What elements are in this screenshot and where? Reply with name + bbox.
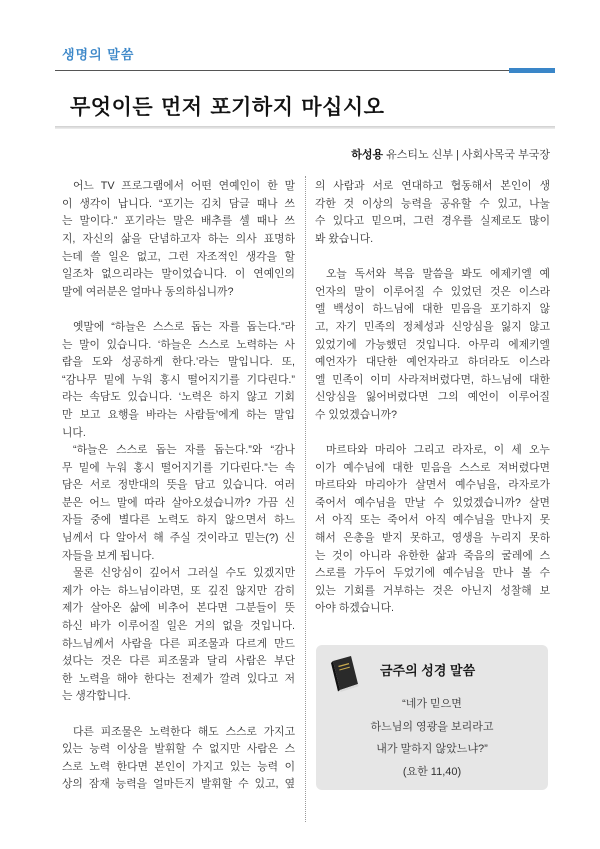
verse-reference: (요한 11,40)	[402, 765, 462, 778]
text-line: 무 밑에 누워 홍시 떨어지기를 기다린다.”는 속	[62, 461, 295, 474]
text-line: 언자의 말이 이루어질 수 있었던 것은 이스라	[315, 285, 550, 298]
text-line: 는 생각합니다.	[62, 690, 131, 703]
text-line: 만 보고 요행을 바라는 사람들’에게 하는 말입	[62, 408, 295, 421]
text-line: 엘 백성이 하느님에 대한 믿음을 포기하지 않	[315, 303, 550, 316]
paragraph	[62, 565, 295, 706]
verse-line: 내가 말하지 않았느냐?”	[376, 743, 488, 756]
text-line: 스로를 가두어 두었기에 예수님을 만나 볼 수	[315, 567, 550, 580]
text-line: 엘 민족이 이미 사라져버렸다면, 하느님에 대한	[315, 373, 550, 386]
text-line: 라는 속담도 있습니다. ‘노력은 하지 않고 기회	[62, 391, 295, 404]
weekly-verse-box	[316, 645, 548, 790]
author-role: 유스티노 신부 | 사회사목국 부국장	[386, 149, 550, 161]
text-line: 람을 도와 성공하게 한다.’라는 말입니다. 또,	[62, 356, 295, 369]
text-line: 제가 아는 하느님이라면, 또 깊진 않지만 감히	[62, 584, 295, 597]
text-line: 분은 어느 말에 따라 살아오셨습니까? 가끔 신	[62, 496, 295, 509]
text-line: 제가 살아온 삶에 비추어 본다면 그분들이 뜻	[62, 602, 295, 615]
text-line: 스로 노력 한다면 본인이 가지고 있는 능력 이	[62, 760, 295, 773]
title-rule	[55, 126, 555, 129]
text-line: 죽어서 예수님을 만날 수 있었겠습니까? 살면	[315, 496, 550, 509]
text-line: “감나무 밑에 누워 홍시 떨어지기를 기다린다.”	[62, 373, 295, 386]
text-line: 이가 예수님에 대한 믿음을 스스로 져버렸다면	[315, 461, 550, 474]
verse-line: “네가 믿으면	[402, 698, 462, 710]
text-line: 서 아직 또는 죽어서 아직 예수님을 만나지 못	[315, 514, 550, 527]
text-line: 말에 여러분은 얼마나 동의하십니까?	[62, 285, 234, 298]
header-accent-bar	[509, 68, 555, 73]
text-line: “하늘은 스스로 돕는 자를 돕는다.”와 “감나	[73, 444, 295, 457]
author-name: 하성용	[351, 149, 384, 161]
text-line: 셨다는 것은 다른 피조물과 달리 사람은 부단	[62, 655, 295, 668]
text-line: 님께서 다 알아서 해 주실 것이라고 믿는(?) 신	[62, 532, 295, 545]
text-line: 예언자가 대단한 예언자라고 하더라도 이스라	[315, 356, 550, 369]
text-line: 어느 TV 프로그램에서 어떤 연예인이 한 말	[73, 180, 295, 193]
text-line: 물론 신앙심이 깊어서 그러실 수도 있겠지만	[73, 567, 295, 580]
text-line: 있는 능력 이상을 발휘할 수 없지만 사람은 스	[62, 743, 295, 756]
text-line: 신앙심을 잃어버렸다면 그의 예언이 이루어질	[315, 391, 550, 404]
right-column	[315, 178, 550, 618]
paragraph	[315, 442, 550, 618]
text-line: 자들 중에 별다른 노력도 하지 않으면서 하느	[62, 514, 295, 527]
text-line: 다른 피조물은 노력한다 해도 스스로 가지고	[73, 725, 295, 738]
column-divider	[305, 176, 306, 822]
text-line: 담은 서로 정반대의 뜻을 담고 있습니다. 여러	[62, 479, 295, 492]
paragraph	[315, 266, 550, 424]
text-line: 니다.	[62, 426, 86, 439]
text-line: 이 생각이 납니다. “포기는 김치 담글 때나 쓰	[62, 197, 295, 210]
paragraph	[62, 319, 295, 442]
text-line: 하신 바가 이루어질 일은 거의 없을 것입니다.	[62, 620, 295, 633]
text-line: 있었기에 가능했던 것입니다. 아무리 에제키엘	[315, 338, 550, 351]
byline	[351, 147, 550, 163]
article-title: 무엇이든 먼저 포기하지 마십시오	[70, 94, 385, 119]
text-line: 마르타와 마리아가 살면서 예수님을, 라자로가	[315, 479, 550, 492]
paragraph	[62, 724, 295, 794]
text-line: 해서 은총을 받지 못하고, 영생을 누리지 못하	[315, 532, 550, 545]
text-line: 는 것이 아니라 유한한 삶과 죽음의 굴레에 스	[315, 549, 550, 562]
paragraph	[315, 178, 550, 248]
text-line: 한 노력을 해야 한다는 전제가 깔려 있다고 저	[62, 672, 295, 685]
verse-quote	[316, 693, 548, 783]
text-line: 고, 자기 민족의 정체성과 신앙심을 잃지 않고	[315, 320, 550, 333]
text-line: 마르타와 마리아 그리고 라자로, 이 세 오누	[326, 444, 550, 457]
text-line: 의 사람과 서로 연대하고 협동해서 본인이 생	[315, 180, 550, 193]
text-line: 는데 쓸 일은 없고, 그런 자조적인 생각을 할	[62, 250, 295, 263]
text-line: 수 있다고 믿으며, 그런 경우를 실제로도 많이	[315, 215, 550, 228]
text-line: 지, 자신의 삶을 단념하고자 하는 의사 표명하	[62, 232, 295, 245]
text-line: 자들을 보게 됩니다.	[62, 549, 155, 562]
text-line: 수 있었겠습니까?	[315, 408, 398, 421]
text-line: 있는 기회를 거부하는 것은 아닌지 성찰해 보	[315, 584, 550, 597]
text-line: 는 말이 있습니다. ‘하늘은 스스로 노력하는 사	[62, 338, 295, 351]
text-line: 아야 하겠습니다.	[315, 602, 395, 615]
text-line: 각한 것 이상의 능력을 공유할 수 있고, 나눌	[315, 197, 550, 210]
paragraph	[62, 178, 295, 301]
paragraph	[62, 442, 295, 565]
text-line: 상의 잠재 능력을 얼마든지 발휘할 수 있고, 옆	[62, 778, 295, 791]
left-column	[62, 178, 295, 794]
bible-icon	[330, 654, 360, 692]
text-line: 오늘 독서와 복음 말씀을 봐도 에제키엘 예	[326, 268, 550, 281]
text-line: 하느님께서 사람을 다른 피조물과 다르게 만드	[62, 637, 295, 650]
text-line: 봐 왔습니다.	[315, 232, 374, 245]
section-label: 생명의 말씀	[62, 47, 135, 62]
text-line: 는 말이다.” 포기라는 말은 배추를 셀 때나 쓰	[62, 215, 295, 228]
verse-heading: 금주의 성경 말씀	[380, 663, 476, 678]
text-line: 옛말에 “하늘은 스스로 돕는 자를 돕는다.”라	[73, 320, 295, 333]
header-rule	[55, 70, 555, 71]
verse-line: 하느님의 영광을 보리라고	[370, 720, 494, 733]
text-line: 일조차 없으리라는 말이었습니다. 이 연예인의	[62, 268, 295, 281]
